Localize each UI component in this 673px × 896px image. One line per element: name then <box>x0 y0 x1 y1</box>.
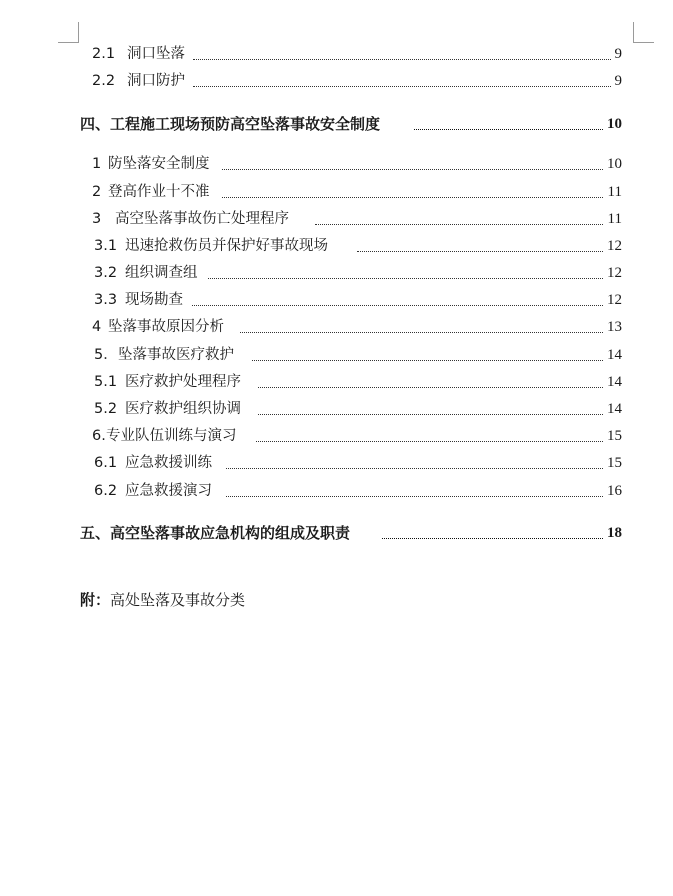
toc-entry[interactable] <box>0 43 673 65</box>
toc-entry-number: 6. <box>92 428 106 444</box>
toc-entry-title: 医疗救护处理程序 <box>125 374 241 390</box>
toc-dot-leader <box>414 129 603 130</box>
toc-entry-title: 医疗救护组织协调 <box>125 401 241 417</box>
toc-dot-leader <box>258 387 603 388</box>
toc-chapter-title: 五、高空坠落事故应急机构的组成及职责 <box>80 524 351 542</box>
toc-entry-page: 14 <box>607 347 622 363</box>
toc-entry-page: 15 <box>607 455 622 471</box>
toc-entry-page: 14 <box>607 401 622 417</box>
toc-entry-title: 洞口防护 <box>127 73 185 89</box>
appendix-line <box>80 589 245 611</box>
toc-entry-number: 5． <box>94 347 118 363</box>
toc-dot-leader <box>208 278 603 279</box>
toc-chapter-entry[interactable] <box>0 113 673 135</box>
toc-entry-page: 12 <box>607 265 622 281</box>
page-corner-mark-top-right <box>633 22 654 43</box>
toc-entry-number: 3.3 <box>94 292 118 308</box>
toc-entry-title: 高空坠落事故伤亡处理程序 <box>115 211 289 227</box>
toc-entry-page: 15 <box>607 428 622 444</box>
appendix-label: 附： <box>80 591 111 609</box>
toc-entry-number: 2.1 <box>92 46 116 62</box>
toc-entry-title: 应急救援演习 <box>125 483 212 499</box>
toc-entry-title: 现场勘查 <box>125 292 183 308</box>
toc-dot-leader <box>357 251 603 252</box>
toc-entry-page: 9 <box>614 73 622 89</box>
toc-dot-leader <box>222 169 603 170</box>
toc-entry[interactable] <box>0 262 673 284</box>
toc-entry-page: 16 <box>607 483 622 499</box>
toc-entry-number: 3 <box>92 211 102 227</box>
toc-entry-title: 专业队伍训练与演习 <box>106 428 237 444</box>
toc-entry-page: 9 <box>614 46 622 62</box>
toc-chapter-page: 10 <box>607 116 622 132</box>
toc-dot-leader <box>315 224 603 225</box>
toc-entry-number: 6.1 <box>94 455 118 471</box>
toc-entry[interactable] <box>0 235 673 257</box>
toc-chapter-entry[interactable] <box>0 522 673 544</box>
toc-entry-title: 洞口坠落 <box>127 46 185 62</box>
toc-entry[interactable] <box>0 181 673 203</box>
toc-dot-leader <box>193 86 611 87</box>
toc-entry[interactable] <box>0 70 673 92</box>
toc-entry-page: 10 <box>607 156 622 172</box>
toc-entry[interactable] <box>0 208 673 230</box>
toc-chapter-page: 18 <box>607 525 622 541</box>
toc-entry-number: 2.2 <box>92 73 116 89</box>
toc-entry[interactable] <box>0 153 673 175</box>
toc-entry-title: 防坠落安全制度 <box>108 156 210 172</box>
appendix-text: 高处坠落及事故分类 <box>110 591 246 609</box>
toc-entry-number: 3.1 <box>94 238 118 254</box>
toc-entry[interactable] <box>0 425 673 447</box>
toc-entry-number: 5.2 <box>94 401 118 417</box>
toc-entry[interactable] <box>0 398 673 420</box>
toc-entry[interactable] <box>0 344 673 366</box>
toc-dot-leader <box>252 360 603 361</box>
toc-entry-number: 1 <box>92 156 102 172</box>
toc-entry[interactable] <box>0 480 673 502</box>
toc-dot-leader <box>226 496 603 497</box>
toc-entry-page: 12 <box>607 292 622 308</box>
toc-entry-page: 14 <box>607 374 622 390</box>
toc-entry[interactable] <box>0 289 673 311</box>
toc-dot-leader <box>258 414 603 415</box>
toc-dot-leader <box>240 332 603 333</box>
toc-entry-number: 6.2 <box>94 483 118 499</box>
toc-entry-title: 坠落事故医疗救护 <box>118 347 234 363</box>
toc-entry-title: 坠落事故原因分析 <box>108 319 224 335</box>
toc-dot-leader <box>192 305 603 306</box>
toc-entry-page: 13 <box>607 319 622 335</box>
toc-entry-number: 3.2 <box>94 265 118 281</box>
toc-entry-page: 11 <box>607 211 622 227</box>
toc-entry[interactable] <box>0 371 673 393</box>
toc-entry[interactable] <box>0 316 673 338</box>
toc-dot-leader <box>226 468 603 469</box>
toc-dot-leader <box>222 197 603 198</box>
toc-entry-number: 5.1 <box>94 374 118 390</box>
toc-entry-title: 登高作业十不准 <box>108 184 210 200</box>
toc-entry-number: 2 <box>92 184 102 200</box>
toc-entry-number: 4 <box>92 319 102 335</box>
toc-entry-title: 组织调查组 <box>125 265 198 281</box>
toc-entry-title: 应急救援训练 <box>125 455 212 471</box>
toc-chapter-title: 四、工程施工现场预防高空坠落事故安全制度 <box>80 115 381 133</box>
toc-dot-leader <box>382 538 603 539</box>
toc-entry-title: 迅速抢救伤员并保护好事故现场 <box>125 238 328 254</box>
toc-entry[interactable] <box>0 452 673 474</box>
toc-dot-leader <box>193 59 611 60</box>
page-corner-mark-top-left <box>58 22 79 43</box>
toc-entry-page: 12 <box>607 238 622 254</box>
toc-dot-leader <box>256 441 603 442</box>
toc-entry-page: 11 <box>607 184 622 200</box>
